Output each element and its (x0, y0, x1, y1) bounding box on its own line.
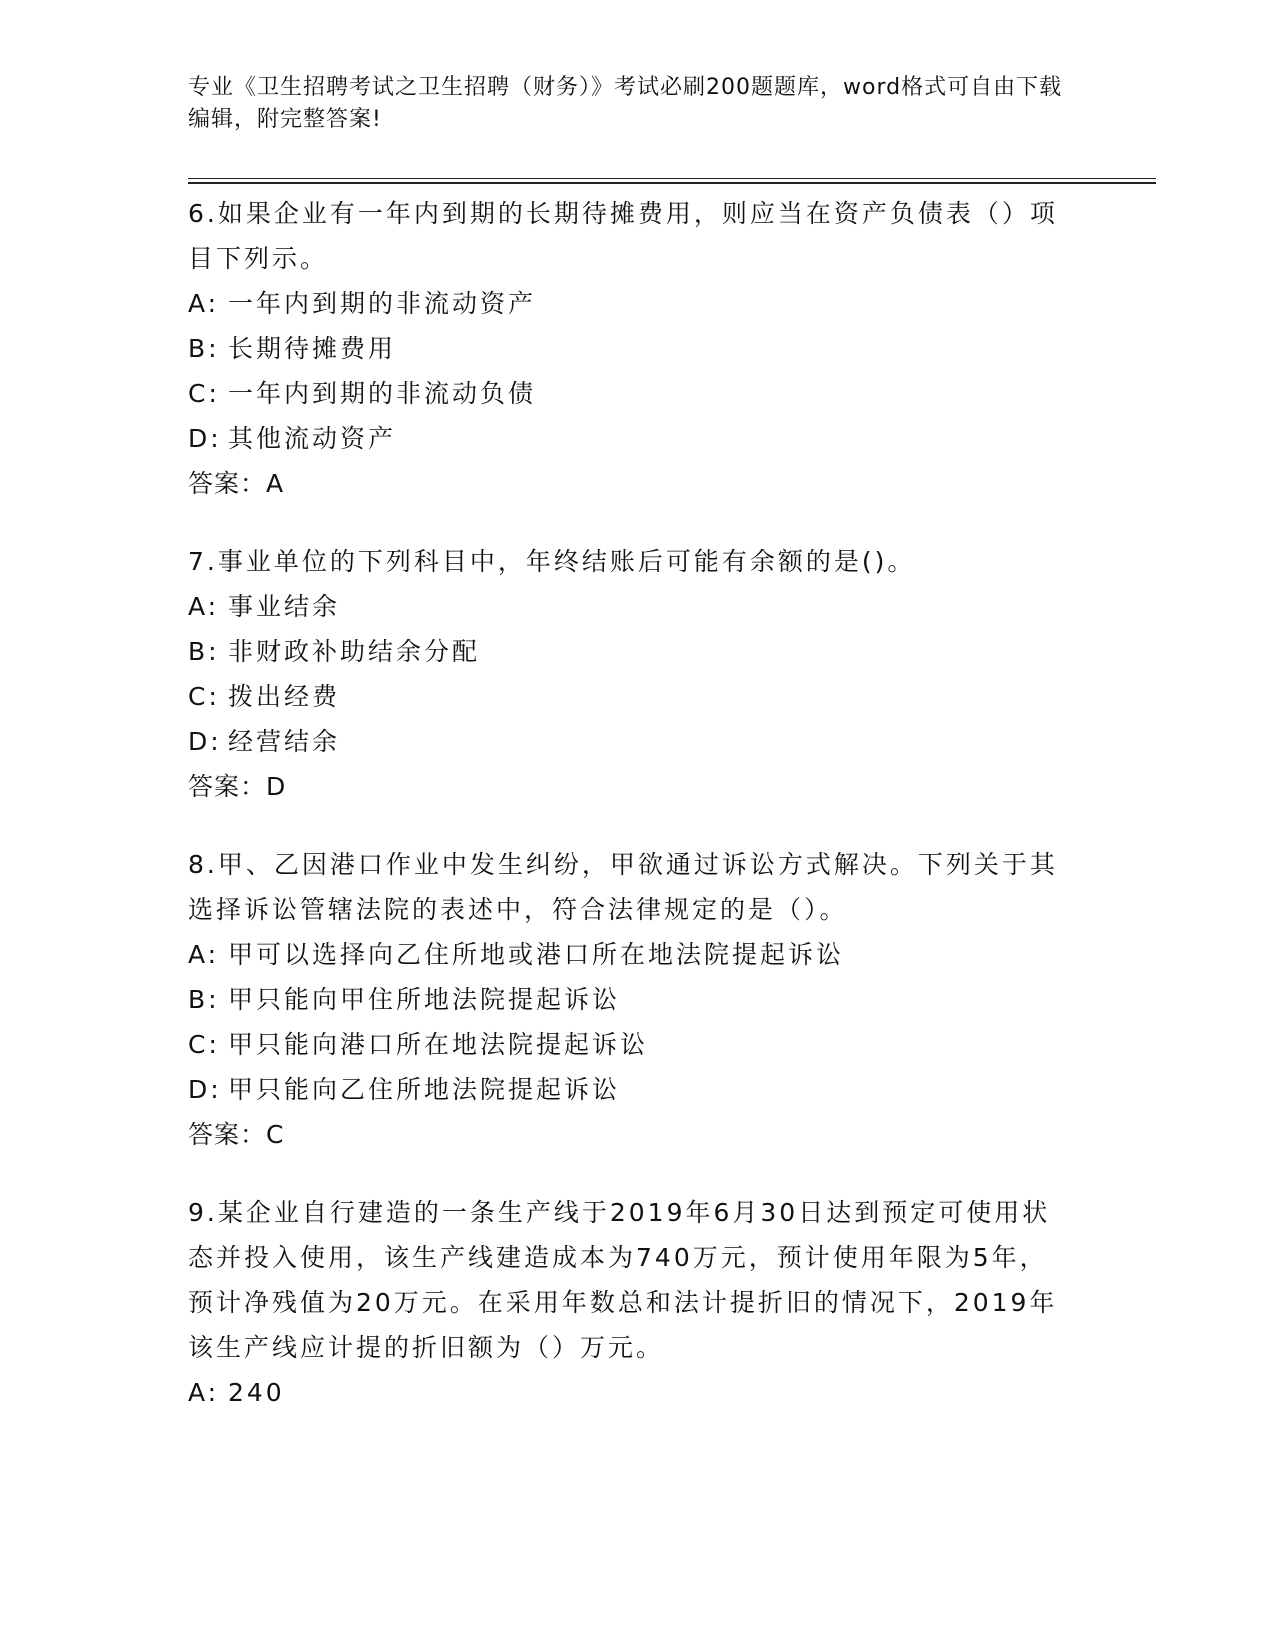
option-key: D: (188, 727, 222, 756)
answer: 答案：D (188, 772, 287, 801)
option-text: 甲可以选择向乙住所地或港口所在地法院提起诉讼 (228, 940, 845, 969)
question-6 (188, 191, 1068, 507)
option-text: 经营结余 (228, 727, 341, 756)
option-key: A: (188, 940, 220, 969)
question-stem: 9.某企业自行建造的一条生产线于2019年6月30日达到预定可使用状态并投入使用，该生产线建造成本为740万元，预计使用年限为5年，预计净残值为20万元。在采用年数总和法计提折旧的情况下，2019年该生产线应计提的折旧额为（）万元。 (188, 1198, 1058, 1362)
option-text: 事业结余 (228, 592, 341, 621)
option-key: A: (188, 1378, 220, 1407)
option-a (188, 281, 1068, 326)
question-stem: 7.事业单位的下列科目中，年终结账后可能有余额的是()。 (188, 547, 916, 576)
question-list (188, 191, 1068, 1447)
option-b (188, 629, 1068, 674)
option-d (188, 1067, 1068, 1112)
question-8 (188, 842, 1068, 1158)
option-c (188, 674, 1068, 719)
option-key: C: (188, 682, 220, 711)
question-stem: 6.如果企业有一年内到期的长期待摊费用，则应当在资产负债表（）项目下列示。 (188, 199, 1058, 273)
question-9 (188, 1190, 1068, 1415)
option-text: 甲只能向港口所在地法院提起诉讼 (228, 1030, 649, 1059)
option-a (188, 1370, 1068, 1415)
option-text: 其他流动资产 (228, 424, 397, 453)
option-c (188, 1022, 1068, 1067)
option-text: 非财政补助结余分配 (228, 637, 481, 666)
answer: 答案：C (188, 1120, 285, 1149)
option-text: 一年内到期的非流动负债 (228, 379, 537, 408)
question-7 (188, 539, 1068, 810)
option-b (188, 326, 1068, 371)
option-key: B: (188, 637, 220, 666)
answer: 答案：A (188, 469, 285, 498)
header-divider-thick (188, 182, 1156, 184)
option-key: D: (188, 424, 222, 453)
option-b (188, 977, 1068, 1022)
option-a (188, 932, 1068, 977)
option-text: 240 (228, 1378, 285, 1407)
option-key: A: (188, 592, 220, 621)
option-c (188, 371, 1068, 416)
option-key: C: (188, 379, 220, 408)
header-divider-thin (188, 178, 1156, 179)
document-header: 专业《卫生招聘考试之卫生招聘（财务）》考试必刷200题题库，word格式可自由下载编辑，附完整答案! (188, 75, 1063, 132)
option-key: A: (188, 289, 220, 318)
option-key: D: (188, 1075, 222, 1104)
option-text: 一年内到期的非流动资产 (228, 289, 537, 318)
question-stem: 8.甲、乙因港口作业中发生纠纷，甲欲通过诉讼方式解决。下列关于其选择诉讼管辖法院的表述中，符合法律规定的是（）。 (188, 850, 1058, 924)
option-key: B: (188, 334, 220, 363)
option-d (188, 719, 1068, 764)
option-key: B: (188, 985, 220, 1014)
option-text: 甲只能向乙住所地法院提起诉讼 (228, 1075, 621, 1104)
option-a (188, 584, 1068, 629)
option-text: 拨出经费 (228, 682, 341, 711)
option-key: C: (188, 1030, 220, 1059)
option-d (188, 416, 1068, 461)
option-text: 长期待摊费用 (228, 334, 397, 363)
option-text: 甲只能向甲住所地法院提起诉讼 (228, 985, 621, 1014)
